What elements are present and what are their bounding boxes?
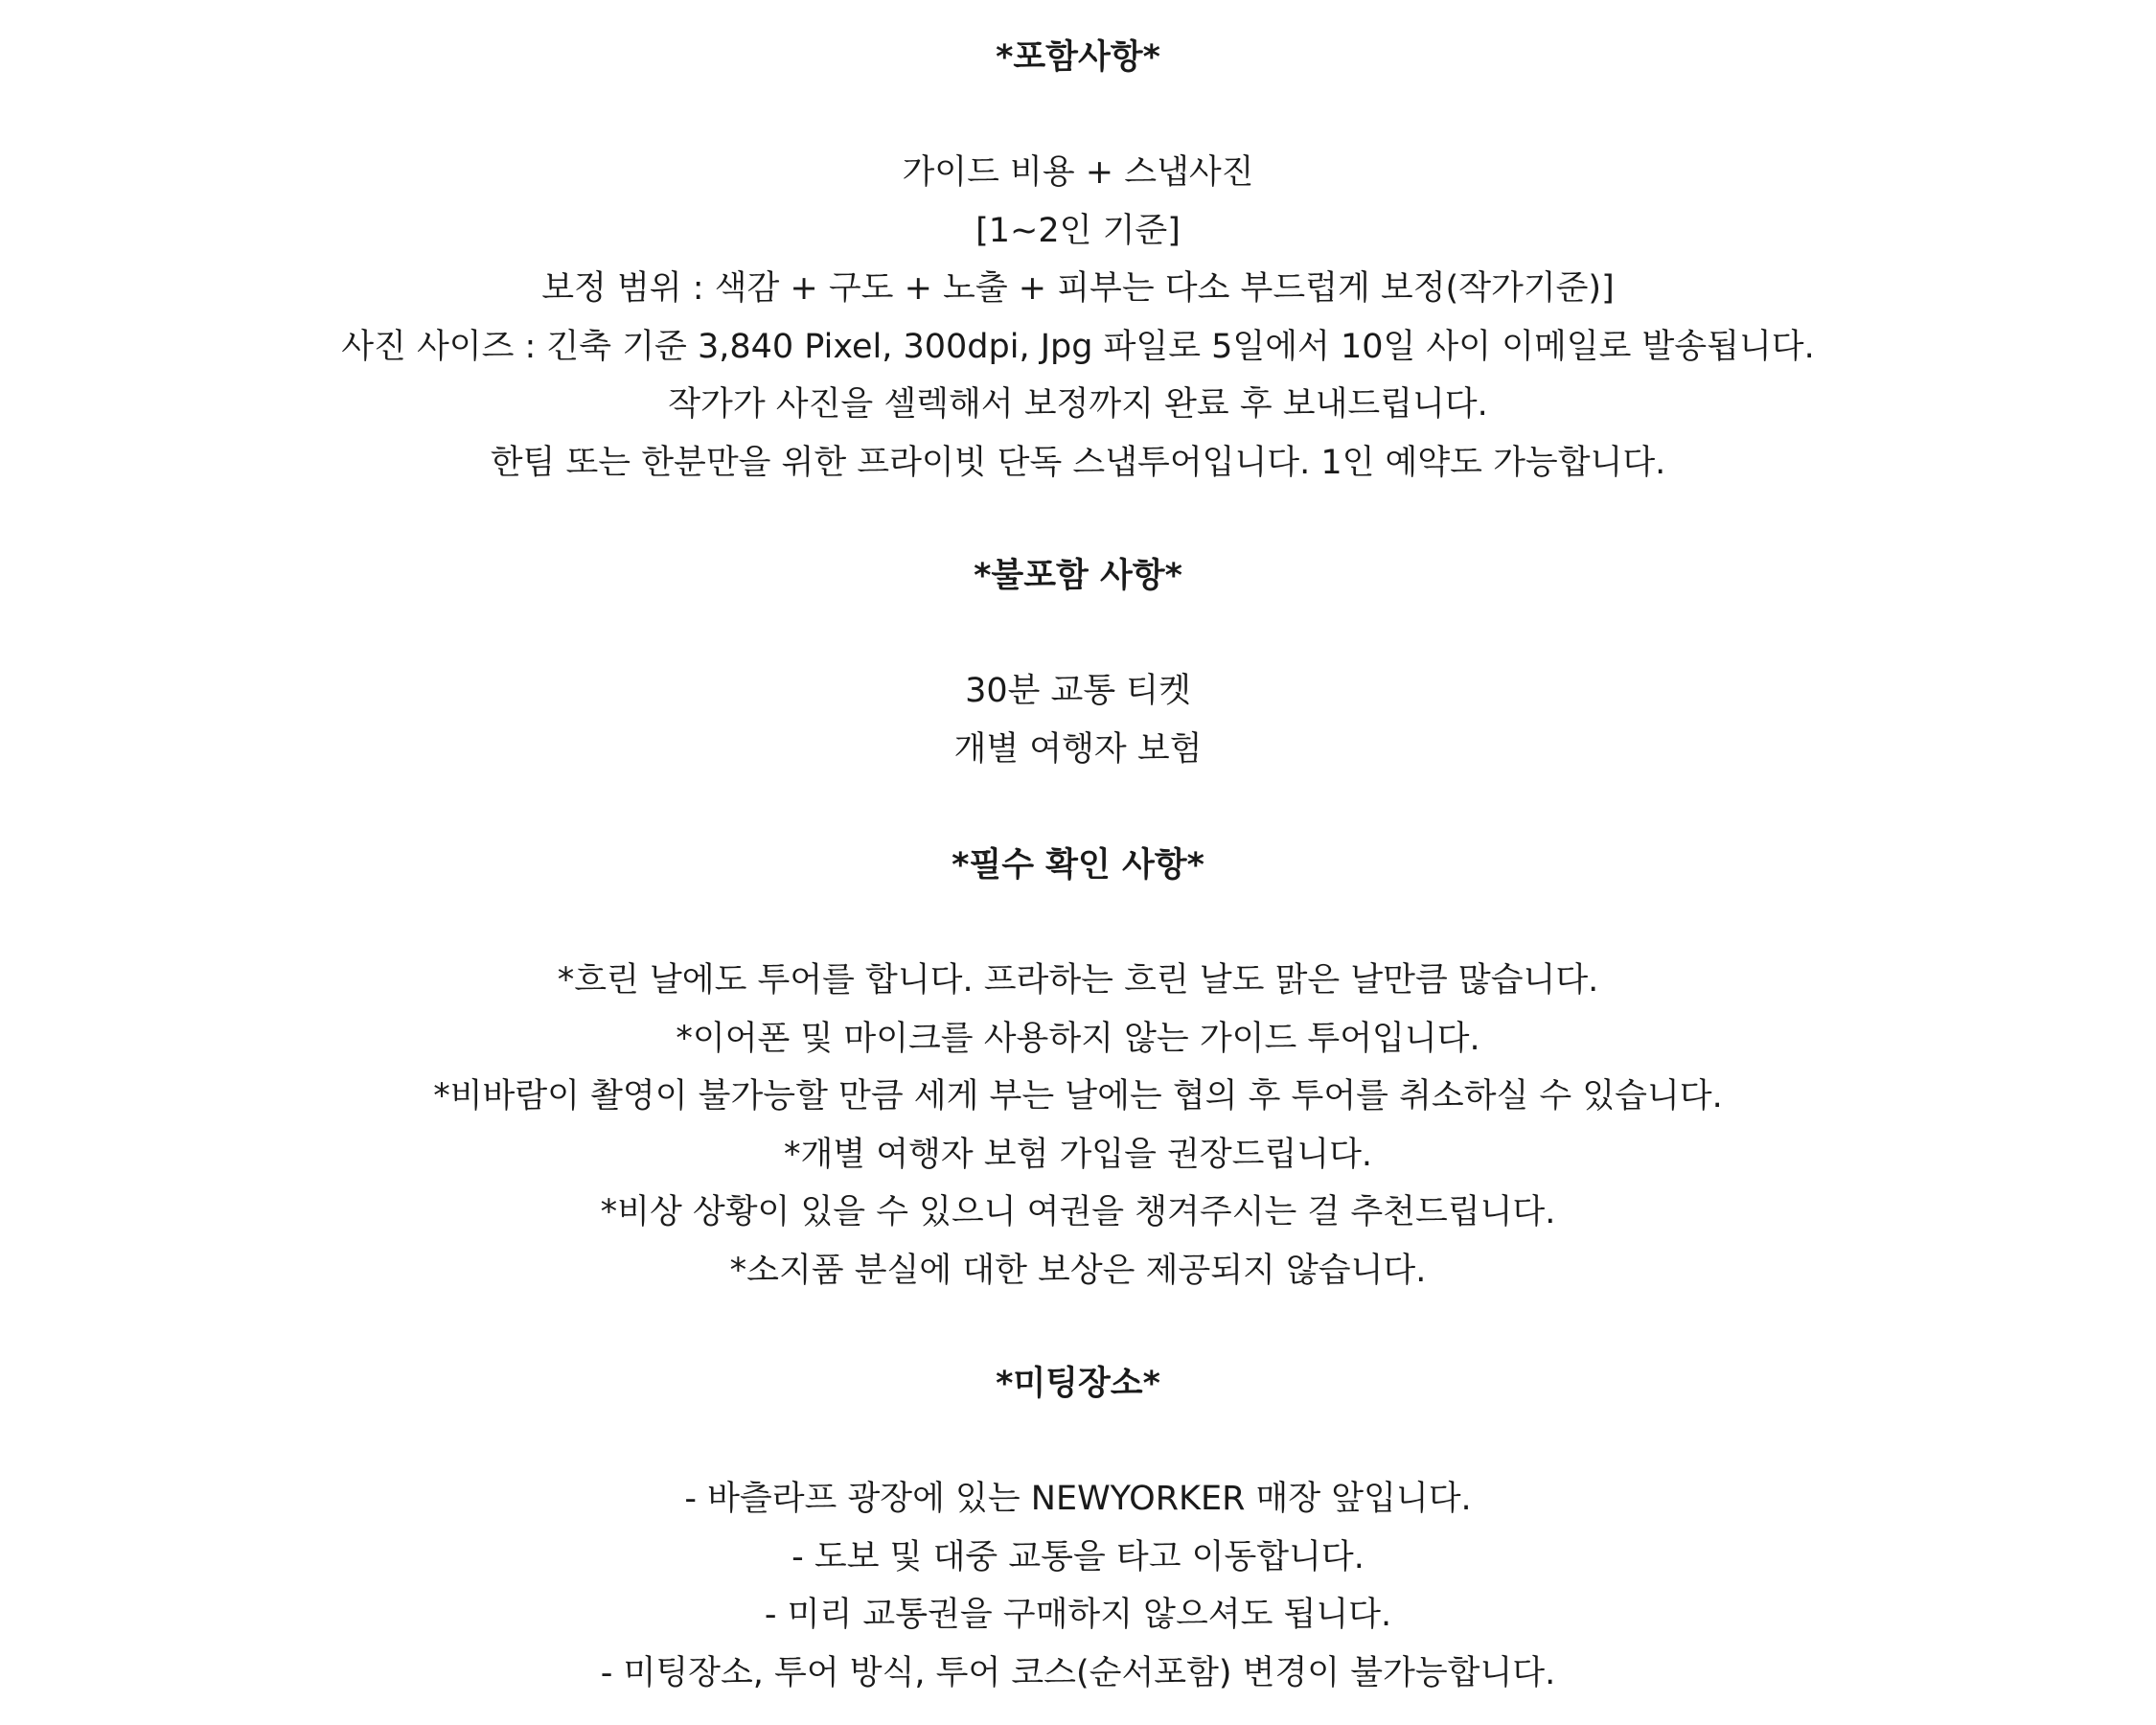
required-notice-item: *이어폰 및 마이크를 사용하지 않는 가이드 투어입니다. — [676, 1019, 1480, 1058]
included-item: [1~2인 기준] — [975, 211, 1181, 250]
required-notice-list — [0, 952, 2156, 1300]
included-item: 한팀 또는 한분만을 위한 프라이빗 단독 스냅투어입니다. 1인 예약도 가능합니다. — [490, 443, 1666, 482]
included-list — [0, 144, 2156, 492]
excluded-heading: *불포함 사항* — [974, 557, 1182, 595]
meeting-place-item: - 도보 및 대중 교통을 타고 이동합니다. — [791, 1537, 1365, 1576]
meeting-place-list — [0, 1470, 2156, 1702]
meeting-place-item: - 바츨라프 광장에 있는 NEWYORKER 매장 앞입니다. — [684, 1480, 1472, 1518]
included-item: 작가가 사진을 셀렉해서 보정까지 완료 후 보내드립니다. — [668, 385, 1488, 424]
included-heading: *포함사항* — [996, 38, 1160, 77]
required-notice-item: *소지품 분실에 대한 보상은 제공되지 않습니다. — [729, 1251, 1427, 1290]
included-item: 보정 범위 : 색감 + 구도 + 노출 + 피부는 다소 부드럽게 보정(작가기준)] — [541, 269, 1615, 308]
required-notice-item: *비상 상황이 있을 수 있으니 여권을 챙겨주시는 걸 추천드립니다. — [600, 1193, 1556, 1231]
required-notice-item: *흐린 날에도 투어를 합니다. 프라하는 흐린 날도 맑은 날만큼 많습니다. — [557, 961, 1599, 1000]
excluded-section — [0, 547, 2156, 778]
included-section — [0, 29, 2156, 492]
meeting-place-item: - 미리 교통권을 구매하지 않으셔도 됩니다. — [764, 1596, 1392, 1634]
required-notice-section — [0, 837, 2156, 1300]
excluded-list — [0, 662, 2156, 778]
excluded-item: 개별 여행자 보험 — [953, 729, 1203, 769]
meeting-place-item: - 미팅장소, 투어 방식, 투어 코스(순서포함) 변경이 불가능합니다. — [600, 1653, 1556, 1692]
included-item: 가이드 비용 + 스냅사진 — [902, 153, 1254, 192]
required-notice-heading: *필수 확인 사항* — [952, 846, 1204, 885]
meeting-place-section — [0, 1355, 2156, 1702]
included-item: 사진 사이즈 : 긴축 기준 3,840 Pixel, 300dpi, Jpg 파일로 5일에서 10일 사이 이메일로 발송됩니다. — [341, 327, 1815, 366]
required-notice-item: *비바람이 촬영이 불가능할 만큼 세게 부는 날에는 협의 후 투어를 취소하실 수 있습니다. — [433, 1077, 1723, 1116]
required-notice-item: *개별 여행자 보험 가입을 권장드립니다. — [783, 1135, 1373, 1174]
meeting-place-heading: *미팅장소* — [996, 1365, 1160, 1403]
excluded-item: 30분 교통 티켓 — [965, 672, 1191, 710]
